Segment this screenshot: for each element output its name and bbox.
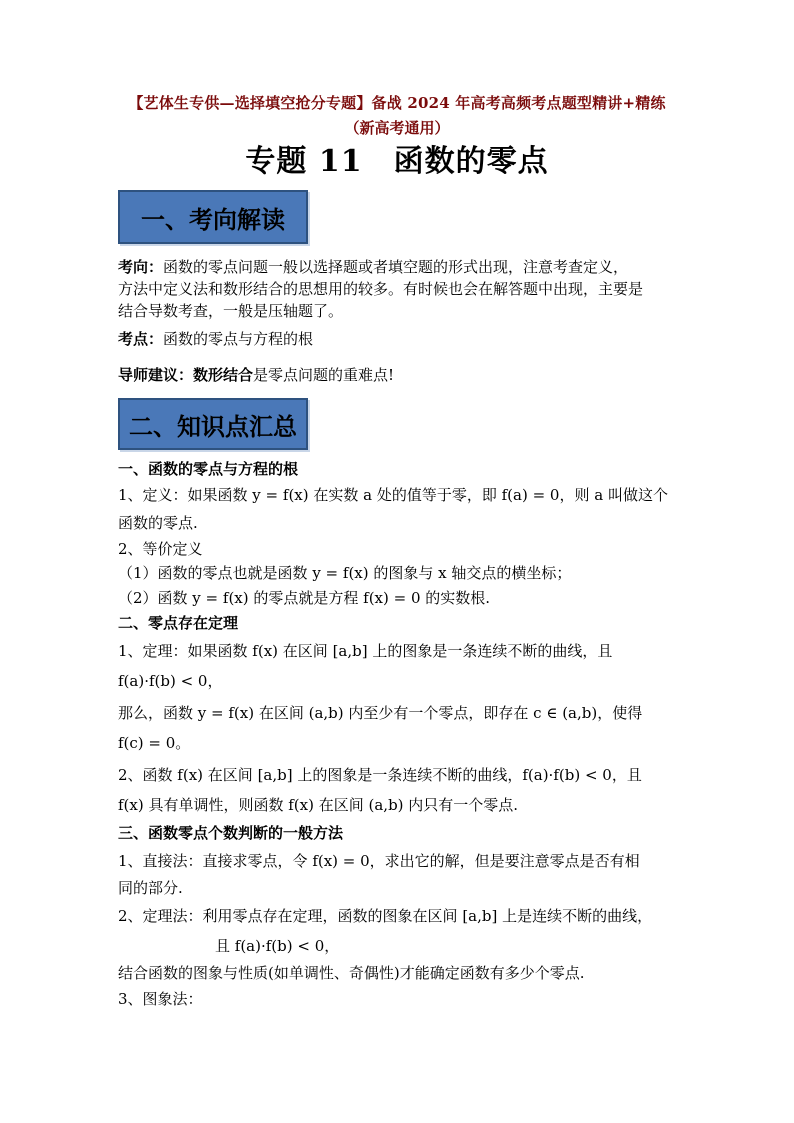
daoshi-text: 是零点问题的重难点!	[253, 366, 395, 384]
kaodian-label: 考点：	[118, 330, 164, 348]
kaoxiang-paragraph	[118, 256, 683, 322]
method-line-2b: 且 f(a)·f(b) < 0，	[215, 937, 340, 955]
section-heading-1-label: 一、考向解读	[141, 204, 285, 234]
theorem-line-1d: f(c) = 0。	[118, 734, 191, 752]
definition-line-2: 2、等价定义	[118, 540, 203, 558]
section-heading-2-label: 二、知识点汇总	[129, 411, 297, 441]
theorem-line-2b: f(x) 具有单调性，则函数 f(x) 在区间 (a,b) 内只有一个零点.	[118, 796, 519, 814]
daoshi-paragraph	[118, 364, 683, 386]
doc-header-line1: 【艺体生专供—选择填空抢分专题】备战 2024 年高考高频考点题型精讲+精练	[128, 94, 666, 112]
daoshi-label: 导师建议：	[118, 366, 194, 384]
theorem-line-1b: f(a)·f(b) < 0，	[118, 672, 223, 690]
method-line-2c: 结合函数的图象与性质(如单调性、奇偶性)才能确定函数有多少个零点.	[118, 964, 585, 982]
section-heading-2	[118, 398, 308, 450]
kaoxiang-label: 考向：	[118, 258, 164, 276]
method-line-1b: 同的部分.	[118, 879, 183, 897]
section-heading-1	[118, 190, 308, 244]
definition-line-1b: 函数的零点.	[118, 514, 198, 532]
equivalent-def-2: （2）函数 y = f(x) 的零点就是方程 f(x) = 0 的实数根.	[118, 589, 491, 607]
kaodian-text: 函数的零点与方程的根	[163, 330, 314, 348]
method-line-1a: 1、直接法：直接求零点，令 f(x) = 0，求出它的解，但是要注意零点是否有相	[118, 852, 640, 870]
subheading-1: 一、函数的零点与方程的根	[118, 460, 299, 478]
kaoxiang-text-3: 结合导数考查，一般是压轴题了。	[118, 302, 344, 320]
subheading-2: 二、零点存在定理	[118, 614, 239, 632]
theorem-line-2a: 2、函数 f(x) 在区间 [a,b] 上的图象是一条连续不断的曲线，f(a)·f(b) < 0，且	[118, 766, 642, 784]
method-line-2a: 2、定理法：利用零点存在定理，函数的图象在区间 [a,b] 上是连续不断的曲线，	[118, 907, 653, 925]
equivalent-def-1: （1）函数的零点也就是函数 y = f(x) 的图象与 x 轴交点的横坐标；	[118, 564, 572, 582]
theorem-line-1c: 那么，函数 y = f(x) 在区间 (a,b) 内至少有一个零点，即存在 c ∈ (a,b)，使得	[118, 704, 643, 722]
subheading-3: 三、函数零点个数判断的一般方法	[118, 824, 344, 842]
kaoxiang-text-2: 方法中定义法和数形结合的思想用的较多。有时候也会在解答题中出现，主要是	[118, 280, 644, 298]
theorem-line-1a: 1、定理：如果函数 f(x) 在区间 [a,b] 上的图象是一条连续不断的曲线，且	[118, 642, 613, 660]
kaodian-paragraph	[118, 328, 683, 350]
page-title: 专题 11 函数的零点	[245, 144, 549, 179]
definition-line-1a: 1、定义：如果函数 y = f(x) 在实数 a 处的值等于零，即 f(a) = 0，则 a 叫做这个	[118, 486, 668, 504]
doc-header-line2: （新高考通用）	[344, 119, 450, 137]
kaoxiang-text-1: 函数的零点问题一般以选择题或者填空题的形式出现，注意考查定义，	[163, 258, 629, 276]
daoshi-bold: 数形结合	[193, 366, 254, 384]
method-line-3: 3、图象法：	[118, 990, 203, 1008]
